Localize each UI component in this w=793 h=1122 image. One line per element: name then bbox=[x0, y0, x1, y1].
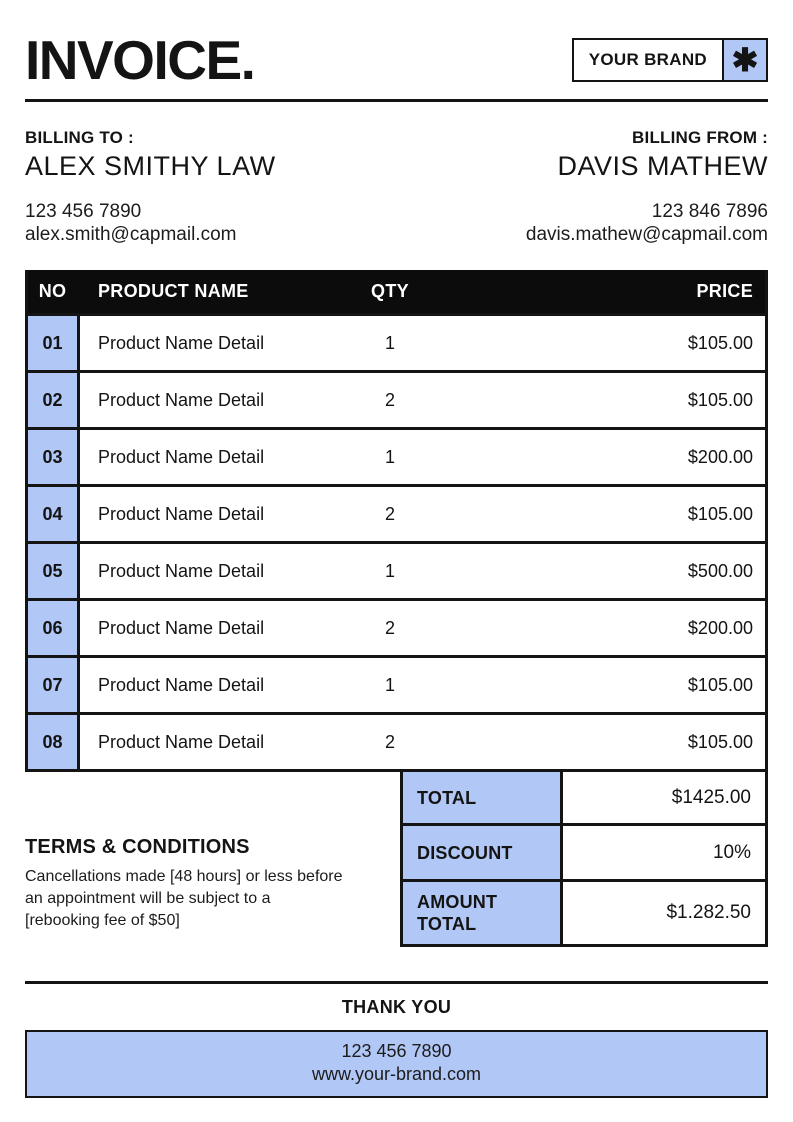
totals-table bbox=[400, 772, 768, 947]
billing-from-phone: 123 846 7896 bbox=[651, 201, 768, 222]
billing-to-name: ALEX SMITHY LAW bbox=[25, 151, 276, 181]
header-divider bbox=[25, 99, 768, 102]
table-row bbox=[28, 484, 765, 541]
product-name-cell: Product Name Detail bbox=[98, 617, 265, 638]
price-cell: $200.00 bbox=[687, 617, 753, 638]
qty-cell: 1 bbox=[384, 674, 395, 695]
table-row bbox=[28, 655, 765, 712]
billing-section bbox=[25, 128, 768, 246]
footer-website: www.your-brand.com bbox=[311, 1064, 482, 1084]
asterisk-icon: ✱ bbox=[724, 38, 768, 82]
terms-block bbox=[25, 772, 400, 947]
terms-heading: TERMS & CONDITIONS bbox=[25, 836, 250, 858]
product-name-cell: Product Name Detail bbox=[98, 332, 265, 353]
table-header-row bbox=[28, 270, 765, 313]
discount-row bbox=[400, 826, 768, 882]
price-cell: $105.00 bbox=[687, 389, 753, 410]
header-product-name: PRODUCT NAME bbox=[98, 281, 249, 301]
total-label: TOTAL bbox=[403, 772, 563, 823]
qty-cell: 1 bbox=[384, 446, 395, 467]
row-number-cell: 06 bbox=[28, 601, 80, 655]
table-row bbox=[28, 427, 765, 484]
page-title: INVOICE. bbox=[25, 28, 255, 91]
product-name-cell: Product Name Detail bbox=[98, 389, 265, 410]
row-number-cell: 04 bbox=[28, 487, 80, 541]
row-number-cell: 08 bbox=[28, 715, 80, 769]
row-number-cell: 05 bbox=[28, 544, 80, 598]
header-price: PRICE bbox=[696, 281, 753, 301]
header-no: NO bbox=[28, 270, 80, 313]
items-table bbox=[25, 270, 768, 772]
table-row bbox=[28, 712, 765, 769]
qty-cell: 2 bbox=[384, 389, 395, 410]
price-cell: $105.00 bbox=[687, 503, 753, 524]
qty-cell: 2 bbox=[384, 731, 395, 752]
thank-you-text: THANK YOU bbox=[341, 997, 452, 1017]
row-number-cell: 01 bbox=[28, 316, 80, 370]
amount-total-row bbox=[400, 882, 768, 947]
price-cell: $500.00 bbox=[687, 560, 753, 581]
header-qty: QTY bbox=[371, 281, 409, 301]
table-row bbox=[28, 541, 765, 598]
header bbox=[25, 30, 768, 90]
billing-from-heading: BILLING FROM : bbox=[632, 128, 768, 147]
product-name-cell: Product Name Detail bbox=[98, 503, 265, 524]
product-name-cell: Product Name Detail bbox=[98, 674, 265, 695]
discount-value: 10% bbox=[712, 841, 751, 863]
amount-total-value: $1.282.50 bbox=[666, 902, 751, 923]
row-number-cell: 03 bbox=[28, 430, 80, 484]
price-cell: $105.00 bbox=[687, 674, 753, 695]
product-name-cell: Product Name Detail bbox=[98, 731, 265, 752]
billing-to-block bbox=[25, 128, 276, 246]
total-row bbox=[400, 772, 768, 826]
billing-to-email: alex.smith@capmail.com bbox=[25, 224, 237, 245]
footer-divider bbox=[25, 981, 768, 984]
price-cell: $105.00 bbox=[687, 731, 753, 752]
amount-total-label: AMOUNT TOTAL bbox=[403, 882, 563, 944]
billing-to-phone: 123 456 7890 bbox=[25, 201, 142, 222]
price-cell: $105.00 bbox=[687, 332, 753, 353]
billing-from-block bbox=[526, 128, 768, 246]
row-number-cell: 02 bbox=[28, 373, 80, 427]
terms-body: Cancellations made [48 hours] or less before an appointment will be subject to a [rebooking fee of $50] bbox=[25, 868, 343, 929]
billing-to-contact bbox=[25, 200, 276, 246]
total-value: $1425.00 bbox=[671, 786, 751, 808]
brand-badge bbox=[572, 38, 768, 82]
product-name-cell: Product Name Detail bbox=[98, 446, 265, 467]
billing-from-name: DAVIS MATHEW bbox=[557, 151, 768, 181]
product-name-cell: Product Name Detail bbox=[98, 560, 265, 581]
discount-label: DISCOUNT bbox=[403, 826, 563, 879]
footer-phone: 123 456 7890 bbox=[341, 1041, 452, 1061]
summary-section bbox=[25, 772, 768, 947]
billing-to-heading: BILLING TO : bbox=[25, 128, 134, 147]
qty-cell: 2 bbox=[384, 503, 395, 524]
footer-contact-box bbox=[25, 1030, 768, 1098]
billing-from-contact bbox=[526, 200, 768, 246]
price-cell: $200.00 bbox=[687, 446, 753, 467]
row-number-cell: 07 bbox=[28, 658, 80, 712]
table-row bbox=[28, 598, 765, 655]
billing-from-email: davis.mathew@capmail.com bbox=[525, 224, 768, 245]
qty-cell: 2 bbox=[384, 617, 395, 638]
table-row bbox=[28, 313, 765, 370]
brand-name-label: YOUR BRAND bbox=[572, 38, 724, 82]
table-row bbox=[28, 370, 765, 427]
qty-cell: 1 bbox=[384, 560, 395, 581]
qty-cell: 1 bbox=[384, 332, 395, 353]
